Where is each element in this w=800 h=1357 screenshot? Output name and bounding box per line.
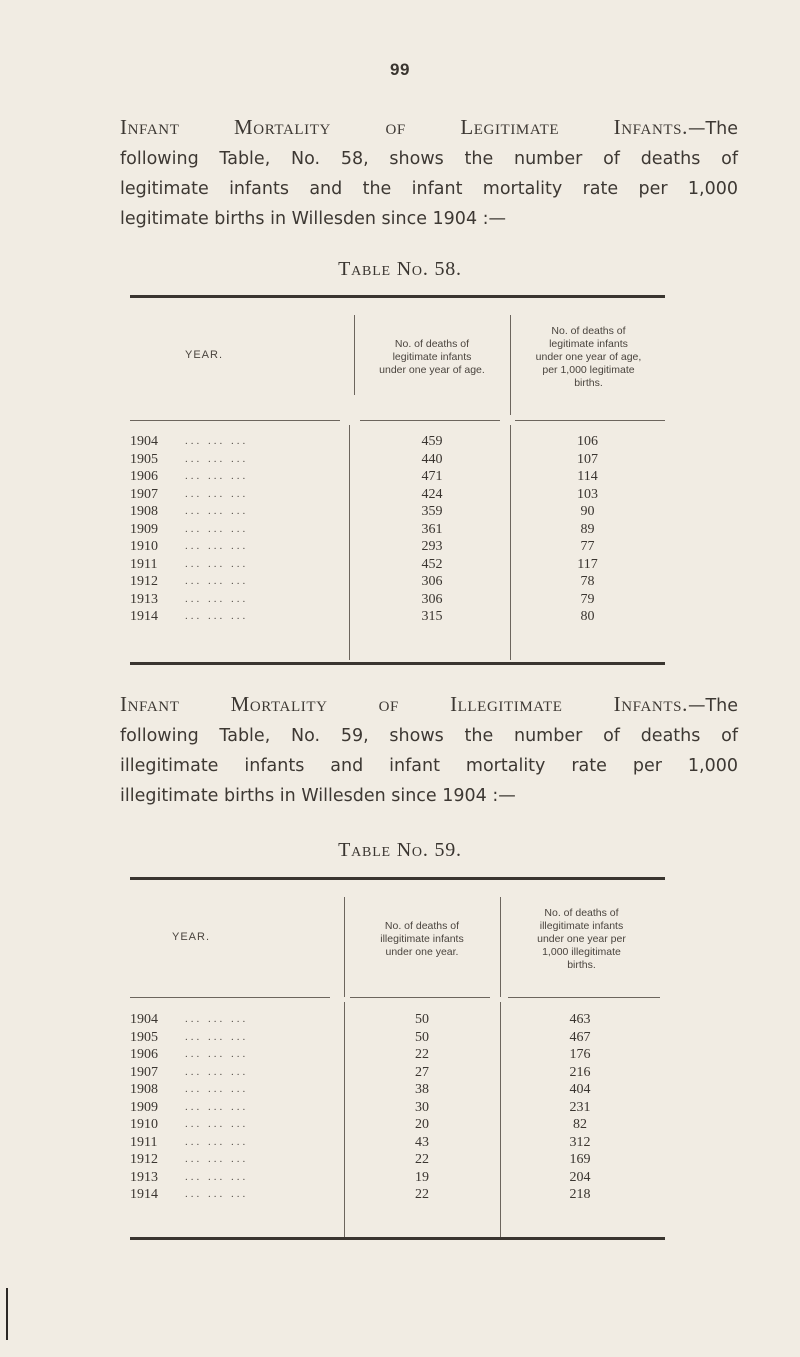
year-cell: 1908: [130, 1082, 158, 1097]
leader-dots: ... ... ...: [185, 1170, 249, 1183]
header-rule: [130, 420, 340, 421]
year-column-header: YEAR.: [185, 349, 224, 361]
leader-dots: ... ... ...: [185, 1135, 249, 1148]
year-cell: 1912: [130, 1152, 158, 1167]
header-line: No. of deaths of: [394, 338, 470, 350]
table-59-body: [130, 1011, 665, 1204]
header-line: under one year per: [537, 933, 626, 945]
rate-cell: 216: [569, 1064, 591, 1080]
deaths-cell: 471: [421, 469, 443, 484]
leader-dots: ... ... ...: [185, 505, 249, 517]
table-row: [130, 608, 665, 626]
table-row: [130, 1029, 665, 1047]
header-rule: [508, 997, 660, 998]
rate-cell: 103: [577, 486, 598, 502]
year-cell: 1906: [130, 469, 158, 484]
rate-column-header: [512, 325, 665, 390]
column-divider: [510, 315, 511, 415]
table-bottom-rule: [130, 662, 665, 665]
header-rule: [130, 997, 330, 998]
deaths-cell: 20: [415, 1117, 429, 1132]
year-cell: 1908: [130, 504, 158, 519]
deaths-cell: 50: [415, 1029, 429, 1045]
header-rule: [350, 997, 490, 998]
rate-cell: 107: [577, 451, 598, 467]
table-59-caption: Table No. 59.: [338, 839, 462, 861]
leader-dots: ... ... ...: [185, 557, 249, 570]
header-line: births.: [574, 377, 603, 389]
year-cell: 1905: [130, 451, 158, 467]
table-row: [130, 503, 665, 521]
rate-cell: 80: [580, 609, 595, 624]
leader-dots: ... ... ...: [185, 1083, 249, 1095]
deaths-cell: 43: [415, 1134, 429, 1150]
table-row: [130, 451, 665, 469]
table-row: [130, 486, 665, 504]
rate-cell: 218: [569, 1187, 591, 1202]
rate-cell: 78: [580, 574, 595, 589]
column-divider: [500, 897, 501, 997]
scan-edge-mark: [6, 1288, 8, 1340]
leader-dots: ... ... ...: [185, 1100, 249, 1113]
year-cell: 1911: [130, 1134, 158, 1150]
deaths-cell: 452: [421, 556, 443, 572]
table-top-rule: [130, 295, 665, 298]
rate-cell: 169: [569, 1152, 591, 1167]
table-row: [130, 538, 665, 556]
header-line: No. of deaths of: [544, 907, 619, 919]
deaths-cell: 30: [415, 1099, 429, 1115]
paragraph-line: legitimate infants and the infant mortality rate per 1,000: [120, 179, 738, 199]
header-line: 1,000 illegitimate: [542, 946, 621, 958]
year-cell: 1907: [130, 486, 158, 502]
deaths-cell: 361: [421, 521, 443, 537]
table-row: [130, 468, 665, 486]
rate-cell: 463: [569, 1012, 591, 1027]
rate-cell: 467: [569, 1029, 591, 1045]
table-row: [130, 1116, 665, 1134]
header-line: under one year of age,: [535, 351, 642, 363]
leader-dots: ... ... ...: [185, 522, 249, 535]
deaths-cell: 459: [421, 434, 443, 449]
paragraph-line: legitimate births in Willesden since 1904 :—: [120, 209, 507, 229]
header-line: under one year of age.: [379, 364, 485, 376]
paragraph-first-line: [120, 112, 738, 144]
table-58-body: [130, 433, 665, 626]
header-line: births.: [567, 959, 596, 971]
deaths-cell: 293: [421, 539, 443, 554]
table-row: [130, 591, 665, 609]
leader-dots: ... ... ...: [185, 487, 249, 500]
rate-cell: 89: [580, 521, 595, 537]
year-cell: 1914: [130, 1187, 158, 1202]
deaths-cell: 359: [421, 504, 443, 519]
legitimate-paragraph: [120, 112, 738, 234]
rate-cell: 404: [569, 1082, 591, 1097]
leader-dots: ... ... ...: [185, 1188, 249, 1200]
year-cell: 1913: [130, 1169, 158, 1185]
table-58: [130, 295, 665, 665]
header-rule: [360, 420, 500, 421]
header-line: No. of deaths of: [384, 920, 460, 932]
leader-dots: ... ... ...: [185, 575, 249, 587]
year-cell: 1914: [130, 609, 158, 624]
leader-dots: ... ... ...: [185, 1048, 249, 1060]
table-row: [130, 1134, 665, 1152]
section-heading: Infant Mortality of Legitimate Infants.: [120, 115, 688, 139]
table-row: [130, 1099, 665, 1117]
year-cell: 1913: [130, 591, 158, 607]
year-cell: 1905: [130, 1029, 158, 1045]
header-line: legitimate infants: [549, 338, 628, 350]
deaths-cell: 315: [421, 609, 443, 624]
paragraph-line: following Table, No. 59, shows the number of deaths of: [120, 726, 738, 746]
column-divider: [354, 315, 355, 395]
paragraph-line: —The: [687, 119, 738, 139]
header-line: illegitimate infants: [380, 933, 464, 945]
year-cell: 1910: [130, 1117, 158, 1132]
header-line: legitimate infants: [392, 351, 472, 363]
table-row: [130, 1046, 665, 1064]
leader-dots: ... ... ...: [185, 1118, 249, 1130]
deaths-cell: 38: [415, 1082, 429, 1097]
deaths-cell: 22: [415, 1152, 429, 1167]
rate-cell: 312: [569, 1134, 591, 1150]
section-heading: Infant Mortality of Illegitimate Infants.: [120, 692, 688, 716]
rate-cell: 77: [580, 539, 595, 554]
table-row: [130, 573, 665, 591]
header-line: illegitimate infants: [539, 920, 624, 932]
illegitimate-paragraph: [120, 689, 738, 811]
leader-dots: ... ... ...: [185, 610, 249, 622]
rate-cell: 79: [580, 591, 595, 607]
leader-dots: ... ... ...: [185, 592, 249, 605]
year-column-header: YEAR.: [172, 931, 211, 943]
deaths-cell: 50: [415, 1012, 429, 1027]
table-59: [130, 877, 665, 1242]
year-cell: 1907: [130, 1064, 158, 1080]
table-58-caption: Table No. 58.: [338, 258, 462, 280]
rate-cell: 90: [580, 504, 595, 519]
rate-cell: 106: [577, 434, 598, 449]
leader-dots: ... ... ...: [185, 540, 249, 552]
deaths-cell: 306: [421, 591, 443, 607]
paragraph-line: following Table, No. 58, shows the number of deaths of: [120, 149, 738, 169]
year-cell: 1909: [130, 521, 158, 537]
deaths-column-header: [348, 920, 496, 959]
table-top-rule: [130, 877, 665, 880]
table-row: [130, 1064, 665, 1082]
header-line: No. of deaths of: [551, 325, 626, 337]
table-row: [130, 433, 665, 451]
table-row: [130, 521, 665, 539]
leader-dots: ... ... ...: [185, 1065, 249, 1078]
deaths-cell: 19: [415, 1169, 429, 1185]
leader-dots: ... ... ...: [185, 452, 249, 465]
deaths-cell: 306: [421, 574, 443, 589]
table-row: [130, 1081, 665, 1099]
year-cell: 1906: [130, 1047, 158, 1062]
rate-cell: 176: [569, 1047, 591, 1062]
rate-cell: 204: [569, 1169, 591, 1185]
paragraph-first-line: [120, 689, 738, 721]
table-row: [130, 1186, 665, 1204]
year-cell: 1904: [130, 1012, 158, 1027]
leader-dots: ... ... ...: [185, 435, 249, 447]
paragraph-line: illegitimate infants and infant mortality rate per 1,000: [120, 756, 738, 776]
rate-column-header: [504, 907, 659, 972]
year-cell: 1909: [130, 1099, 158, 1115]
rate-cell: 117: [577, 556, 598, 572]
page-number: 99: [390, 60, 410, 79]
header-line: under one year.: [385, 946, 459, 958]
deaths-cell: 424: [421, 486, 443, 502]
paragraph-line: illegitimate births in Willesden since 1904 :—: [120, 786, 516, 806]
table-row: [130, 556, 665, 574]
year-cell: 1904: [130, 434, 158, 449]
leader-dots: ... ... ...: [185, 1013, 249, 1025]
deaths-cell: 22: [415, 1047, 429, 1062]
deaths-cell: 440: [421, 451, 443, 467]
leader-dots: ... ... ...: [185, 1030, 249, 1043]
rate-cell: 231: [569, 1099, 591, 1115]
table-row: [130, 1011, 665, 1029]
paragraph-line: —The: [687, 696, 738, 716]
rate-cell: 82: [573, 1117, 587, 1132]
year-cell: 1911: [130, 556, 158, 572]
deaths-cell: 22: [415, 1187, 429, 1202]
column-divider: [344, 897, 345, 997]
table-row: [130, 1151, 665, 1169]
leader-dots: ... ... ...: [185, 1153, 249, 1165]
header-rule: [515, 420, 665, 421]
header-line: per 1,000 legitimate: [542, 364, 635, 376]
rate-cell: 114: [577, 469, 598, 484]
table-row: [130, 1169, 665, 1187]
year-cell: 1910: [130, 539, 158, 554]
deaths-cell: 27: [415, 1064, 429, 1080]
table-bottom-rule: [130, 1237, 665, 1240]
year-cell: 1912: [130, 574, 158, 589]
leader-dots: ... ... ...: [185, 470, 249, 482]
deaths-column-header: [358, 338, 506, 377]
